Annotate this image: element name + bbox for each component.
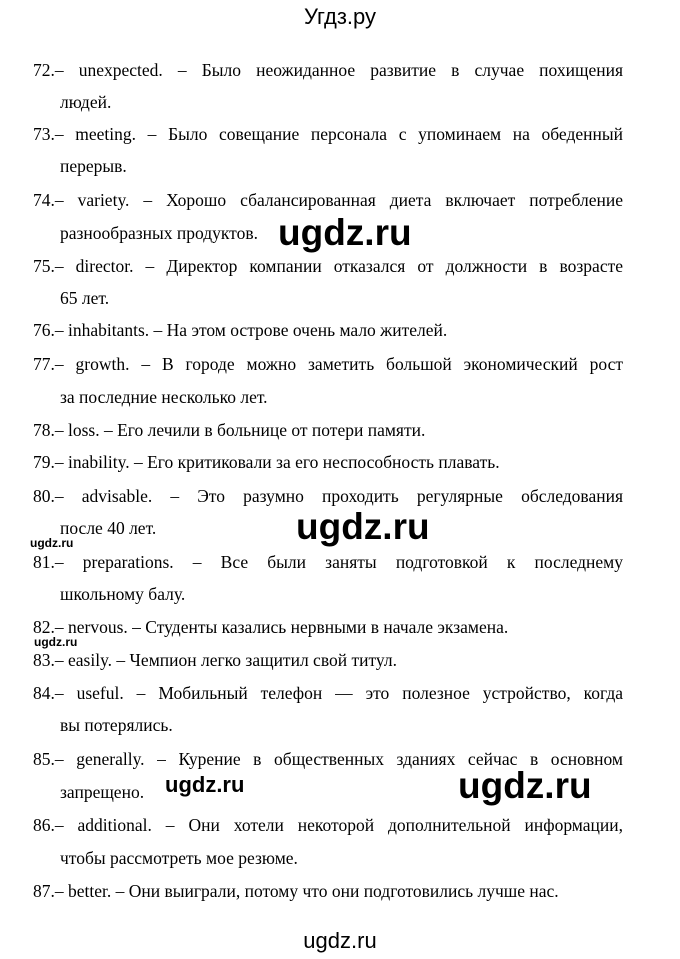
watermark: ugdz.ru [278, 212, 412, 253]
item-72-line-1: 72.– unexpected. – Было неожиданное развитие в случае похищения [33, 60, 623, 80]
item-84-line-2: вы потерялись. [60, 715, 173, 735]
item-80-line-1: 80.– advisable. – Это разумно проходить регулярные обследования [33, 486, 623, 506]
item-84-line-1: 84.– useful. – Мобильный телефон — это полезное устройство, когда [33, 683, 623, 703]
item-77-line-1: 77.– growth. – В городе можно заметить большой экономический рост [33, 354, 623, 374]
item-76-line-1: 76.– inhabitants. – На этом острове очень мало жителей. [33, 320, 448, 340]
item-85-line-1: 85.– generally. – Курение в общественных зданиях сейчас в основном [33, 749, 623, 769]
watermark: ugdz.ru [296, 506, 430, 547]
watermark: ugdz.ru [165, 772, 245, 797]
item-72-line-2: людей. [60, 92, 112, 112]
item-85-line-2: запрещено. [60, 782, 145, 802]
watermark: ugdz.ru [30, 536, 74, 550]
item-75-line-1: 75.– director. – Директор компании отказался от должности в возрасте [33, 256, 623, 276]
item-83-line-1: 83.– easily. – Чемпион легко защитил свой титул. [33, 650, 397, 670]
item-81-line-2: школьному балу. [60, 584, 186, 604]
watermark: ugdz.ru [458, 765, 592, 806]
item-74-line-1: 74.– variety. – Хорошо сбалансированная диета включает потребление [33, 190, 623, 210]
item-73-line-2: перерыв. [60, 156, 127, 176]
item-80-line-2: после 40 лет. [60, 518, 157, 538]
item-77-line-2: за последние несколько лет. [60, 387, 268, 407]
footer-text: ugdz.ru [303, 928, 377, 953]
item-86-line-2: чтобы рассмотреть мое резюме. [60, 848, 298, 868]
item-87-line-1: 87.– better. – Они выиграли, потому что они подготовились лучше нас. [33, 881, 559, 901]
item-74-line-2: разнообразных продуктов. [60, 223, 258, 243]
item-86-line-1: 86.– additional. – Они хотели некоторой дополнительной информации, [33, 815, 623, 835]
item-75-line-2: 65 лет. [60, 288, 110, 308]
item-81-line-1: 81.– preparations. – Все были заняты подготовкой к последнему [33, 552, 623, 572]
item-73-line-1: 73.– meeting. – Было совещание персонала с упоминаем на обеденный [33, 124, 623, 144]
watermark: ugdz.ru [34, 635, 78, 649]
item-82-line-1: 82.– nervous. – Студенты казались нервными в начале экзамена. [33, 617, 509, 637]
item-79-line-1: 79.– inability. – Его критиковали за его неспособность плавать. [33, 452, 500, 472]
item-78-line-1: 78.– loss. – Его лечили в больнице от потери памяти. [33, 420, 426, 440]
page-title: Угдз.ру [303, 4, 377, 29]
